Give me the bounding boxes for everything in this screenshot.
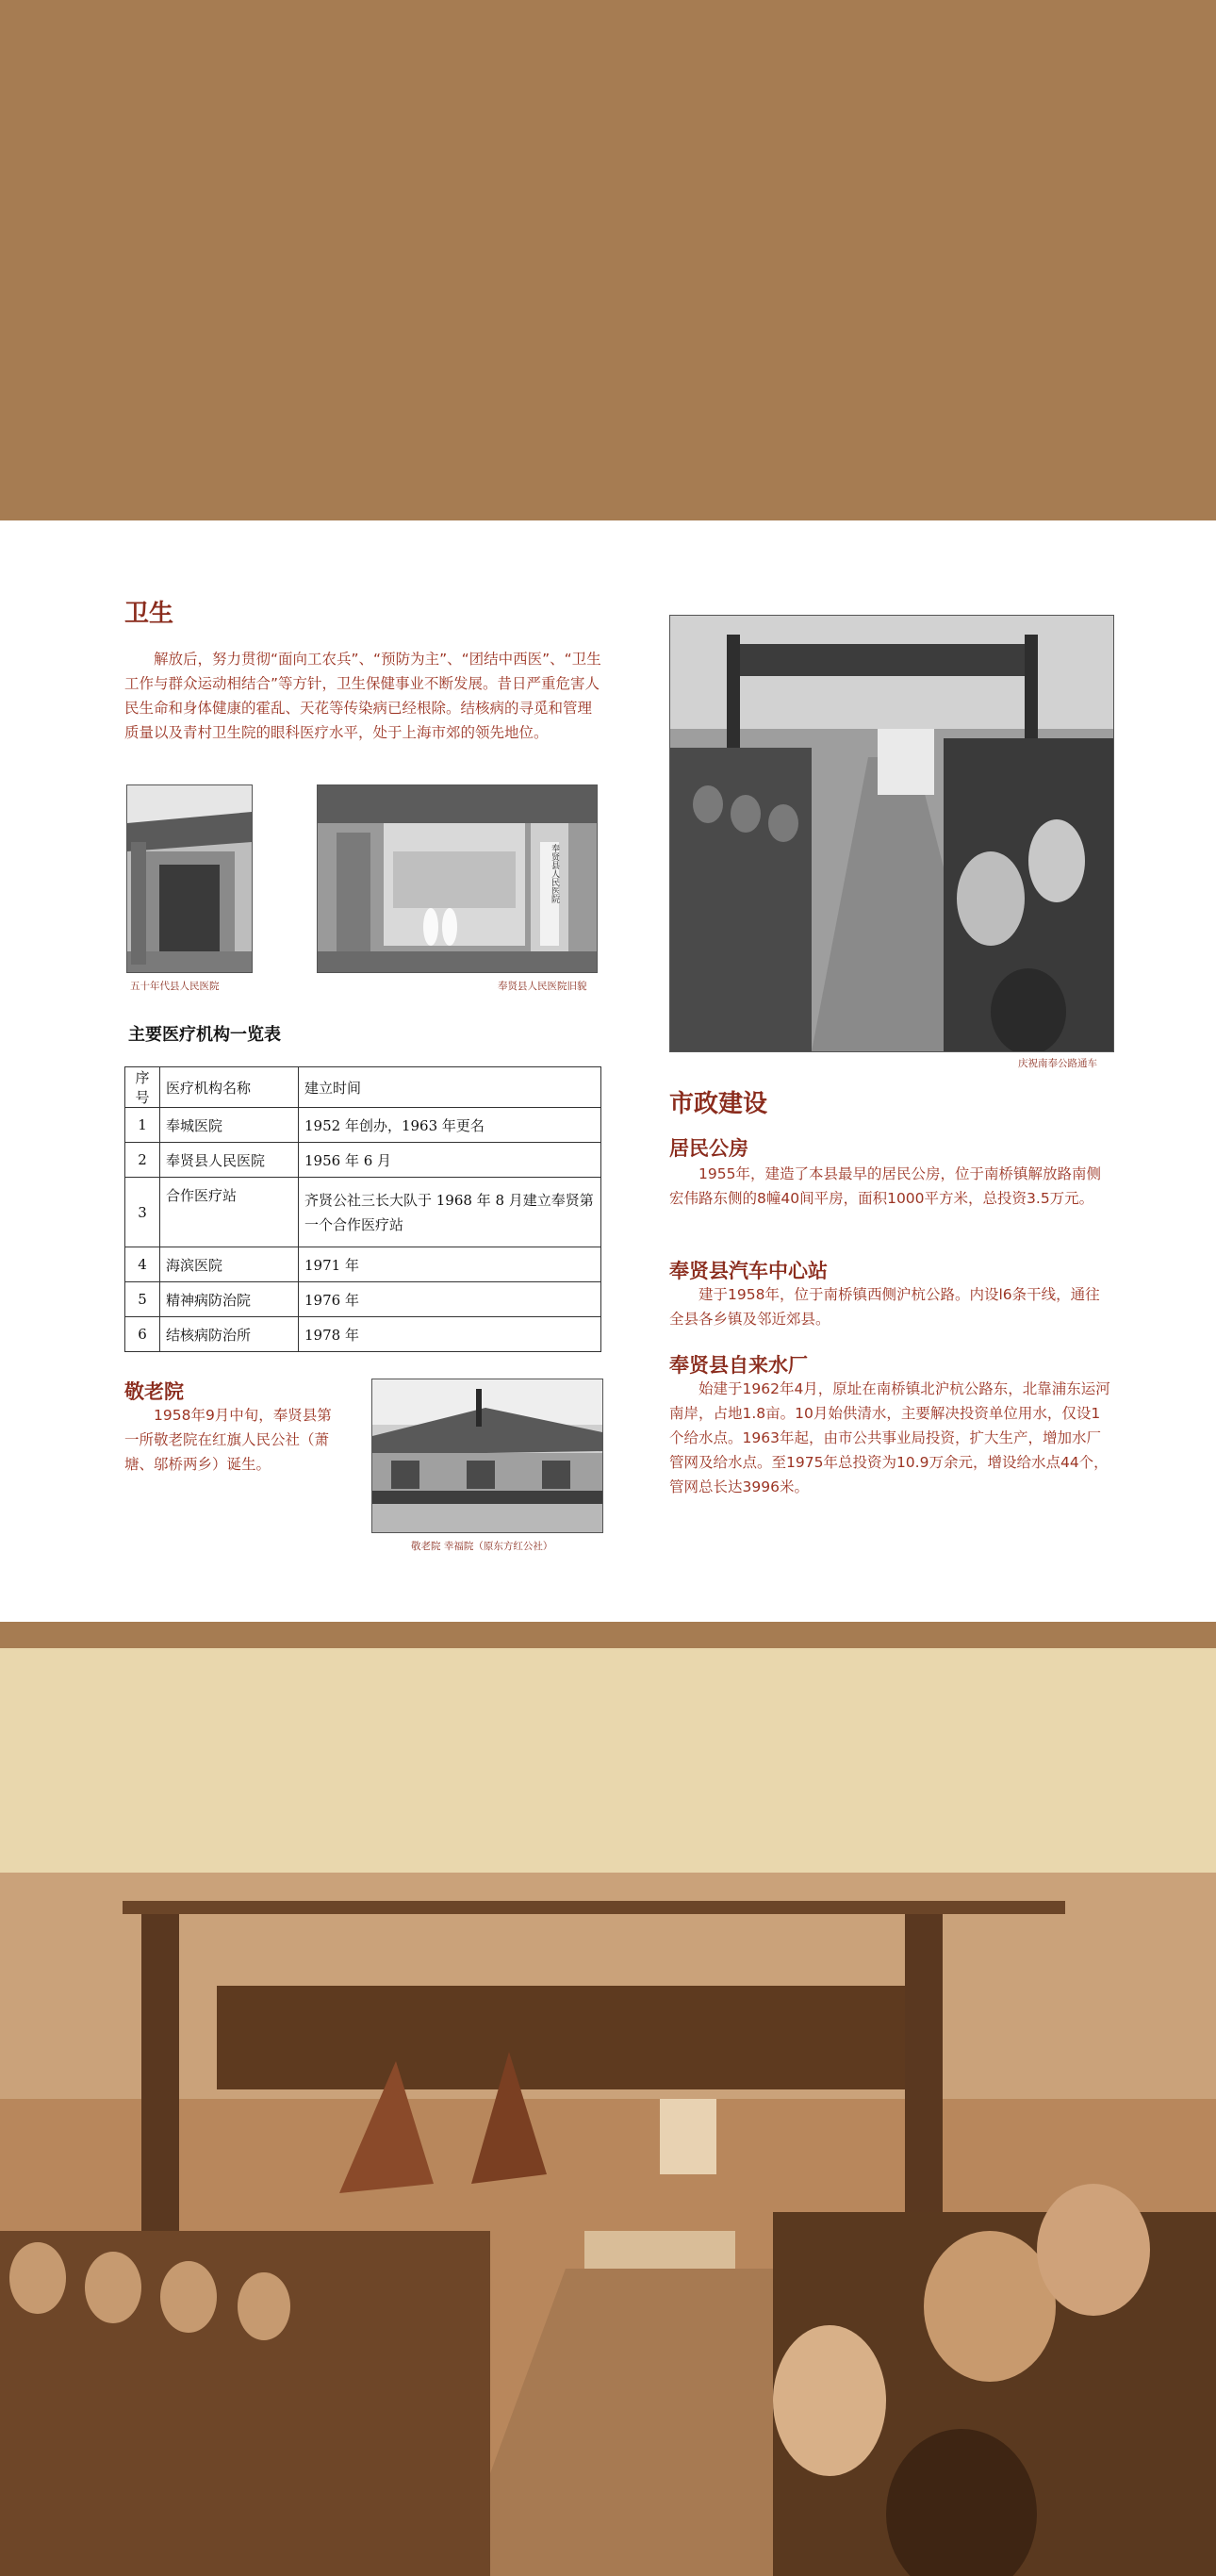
row-no: 2 — [125, 1143, 160, 1178]
hospital-sign-text: 奉贤县人民医院 — [550, 844, 559, 903]
row-time: 1956 年 6 月 — [299, 1143, 601, 1178]
row-time: 齐贤公社三长大队于 1968 年 8 月建立奉贤第一个合作医疗站 — [299, 1178, 601, 1247]
row-no: 1 — [125, 1108, 160, 1143]
row-no: 3 — [125, 1178, 160, 1247]
row-time: 1952 年创办，1963 年更名 — [299, 1108, 601, 1143]
hospital-gate-caption: 奉贤县人民医院旧貌 — [498, 981, 587, 992]
header-time: 建立时间 — [299, 1067, 601, 1108]
table-row — [125, 1282, 601, 1317]
hospital-gate-photo — [317, 784, 598, 973]
old-hospital-photo — [126, 784, 253, 973]
row-no: 5 — [125, 1282, 160, 1317]
header-no: 序号 — [125, 1067, 160, 1108]
row-time: 1971 年 — [299, 1247, 601, 1282]
table-row — [125, 1317, 601, 1352]
row-time: 1976 年 — [299, 1282, 601, 1317]
table-title: 主要医疗机构一览表 — [128, 1025, 281, 1045]
water-plant-text: 始建于1962年4月，原址在南桥镇北沪杭公路东，北靠浦东运河南岸，占地1.8亩。10月始供清水，主要解决投资单位用水，仅设1个给水点。1963年起，由市公共事业局投资，扩大生产，增加水厂管网及给水点。至1975年总投资为10.9万余元，增设给水点44个，管网总长达3996米。 — [669, 1380, 1110, 1495]
bus-station-text: 建于1958年，位于南桥镇西侧沪杭公路。内设l6条干线，通往全县各乡镇及邻近郊县。 — [669, 1286, 1100, 1328]
row-name: 海滨医院 — [160, 1247, 299, 1282]
table-row — [125, 1108, 601, 1143]
middle-brown-band — [0, 1622, 1216, 1648]
road-opening-caption: 庆祝南奉公路通车 — [1018, 1058, 1097, 1069]
medical-institutions-table — [124, 1066, 601, 1352]
table-row — [125, 1178, 601, 1247]
table-row — [125, 1143, 601, 1178]
housing-text: 1955年，建造了本县最早的居民公房，位于南桥镇解放路南侧宏伟路东侧的8幢40间平房，面积1000平方米，总投资3.5万元。 — [669, 1165, 1101, 1207]
top-brown-band — [0, 0, 1216, 520]
row-name: 结核病防治所 — [160, 1317, 299, 1352]
road-opening-photo — [669, 615, 1114, 1052]
housing-title: 居民公房 — [669, 1137, 748, 1160]
row-name: 精神病防治院 — [160, 1282, 299, 1317]
row-name: 奉贤县人民医院 — [160, 1143, 299, 1178]
municipal-title: 市政建设 — [669, 1090, 768, 1118]
old-hospital-caption: 五十年代县人民医院 — [130, 981, 220, 992]
elderly-text: 1958年9月中旬，奉贤县第一所敬老院在红旗人民公社（萧塘、邬桥两乡）诞生。 — [124, 1407, 332, 1473]
row-no: 4 — [125, 1247, 160, 1282]
row-name: 合作医疗站 — [160, 1178, 299, 1247]
health-title: 卫生 — [124, 600, 174, 628]
row-time: 1978 年 — [299, 1317, 601, 1352]
water-plant-title: 奉贤县自来水厂 — [669, 1354, 808, 1377]
table-row — [125, 1247, 601, 1282]
elderly-title: 敬老院 — [124, 1380, 184, 1403]
row-no: 6 — [125, 1317, 160, 1352]
header-name: 医疗机构名称 — [160, 1067, 299, 1108]
elderly-home-caption: 敬老院 幸福院（原东方红公社） — [411, 1541, 553, 1552]
sepia-background-photo — [0, 1873, 1216, 2576]
row-name: 奉城医院 — [160, 1108, 299, 1143]
bus-station-title: 奉贤县汽车中心站 — [669, 1260, 828, 1282]
health-intro: 解放后，努力贯彻“面向工农兵”、“预防为主”、“团结中西医”、“卫生工作与群众运动相结合”等方针，卫生保健事业不断发展。昔日严重危害人民生命和身体健康的霍乱、天花等传染病已经根除。结核病的寻觅和管理质量以及青村卫生院的眼科医疗水平，处于上海市郊的领先地位。 — [124, 651, 601, 741]
elderly-home-photo — [371, 1379, 603, 1533]
cream-band — [0, 1648, 1216, 1873]
table-header-row — [125, 1067, 601, 1108]
